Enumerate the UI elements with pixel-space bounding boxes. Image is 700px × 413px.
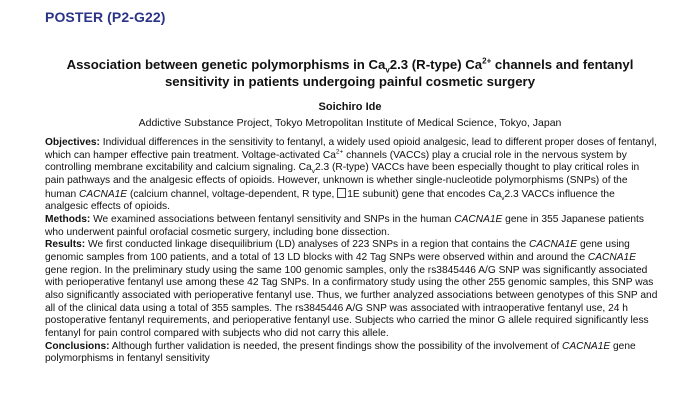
- gene-name: CACNA1E: [587, 251, 637, 263]
- title-line-2: sensitivity in patients undergoing painful cosmetic surgery: [164, 74, 536, 89]
- body-text: 1E subunit) gene that encodes Ca: [347, 188, 502, 200]
- body-text: gene using genomic samples from 100 patients, and a total of 13 LD blocks with 42 Tag SNPs were observed within and around the: [45, 239, 630, 263]
- gene-name: CACNA1E: [528, 239, 578, 251]
- section-heading: Results:: [45, 239, 86, 251]
- section-heading: Methods:: [45, 213, 91, 225]
- title-text: 2.3 (R-type) Ca: [389, 57, 483, 72]
- superscript: 2+: [335, 148, 344, 156]
- methods-paragraph: [45, 214, 659, 239]
- title-text: channels and fentanyl: [491, 57, 634, 72]
- title-superscript: 2+: [482, 56, 492, 66]
- page-title: [40, 56, 660, 90]
- body-text: We examined associations between fentanyl sensitivity and SNPs in the human: [90, 213, 455, 225]
- body-text: Although further validation is needed, the present findings show the possibility of the involvement of: [109, 340, 563, 352]
- gene-name: CACNA1E: [78, 188, 128, 200]
- conclusions-paragraph: [45, 341, 659, 366]
- body-text: 2.3 VACCs influence the analgesic effects of opioids.: [45, 188, 615, 213]
- body-text: channels (VACCs) play a crucial role in the nervous system by controlling membrane excitability and calcium signaling. Ca: [45, 149, 627, 174]
- body-text: gene in 355 Japanese patients who underwent painful orofacial cosmetic surgery, including bone dissection.: [45, 213, 644, 238]
- section-heading: Objectives:: [45, 137, 100, 148]
- missing-glyph-icon: [337, 188, 346, 198]
- abstract-body: [45, 137, 659, 366]
- gene-name: CACNA1E: [562, 340, 611, 352]
- gene-name: CACNA1E: [454, 213, 503, 225]
- author-name: Soichiro Ide: [318, 101, 382, 113]
- body-text: We first conducted linkage disequilibrium (LD) analyses of 223 SNPs in a region that contains the: [85, 239, 529, 251]
- body-text: 2.3 (R-type) VACCs have been especially thought to play critical roles in pain pathways and the analgesic effects of opioids. However, unknown is whether single-nucleotide polymorphisms (SNPs) of the human: [45, 162, 640, 200]
- subscript: v: [501, 194, 505, 202]
- results-paragraph: [45, 239, 659, 340]
- body-text: gene polymorphisms in fentanyl sensitivity: [45, 340, 636, 365]
- poster-label: POSTER (P2-G22): [45, 9, 166, 25]
- body-text: (calcium channel, voltage-dependent, R type,: [127, 188, 338, 200]
- author-affiliation: Addictive Substance Project, Tokyo Metropolitan Institute of Medical Science, Tokyo, Japan: [138, 117, 562, 129]
- body-text: Individual differences in the sensitivity to fentanyl, a widely used opioid analgesic, lead to different proper doses of fentanyl, which can hamper effective pain treatment. Voltage-activated Ca: [45, 137, 657, 161]
- body-text: gene region. In the preliminary study using the same 100 genomic samples, only the rs3845446 A/G SNP was significantly associated with perioperative fentanyl use among these 42 Tag SNPs. In a confirmatory study using the other 255 genomic samples, this SNP was also significantly associated with perioperative fentanyl use. Thus, we further analyzed associations between genotypes of this SNP and all of the clinical data using a total of 355 samples. The rs3845446 A/G SNP was associated with intraoperative fentanyl use, 24 h postoperative fentanyl requirements, and perioperative fentanyl use. Subjects who carried the minor G allele required significantly less fentanyl for pain control compared with subjects who did not carry this allele.: [45, 264, 658, 339]
- title-text: Association between genetic polymorphisms in Ca: [66, 57, 386, 72]
- objectives-paragraph: [45, 137, 659, 214]
- title-subscript: v: [385, 65, 390, 75]
- subscript: v: [311, 168, 315, 176]
- section-heading: Conclusions:: [45, 340, 110, 352]
